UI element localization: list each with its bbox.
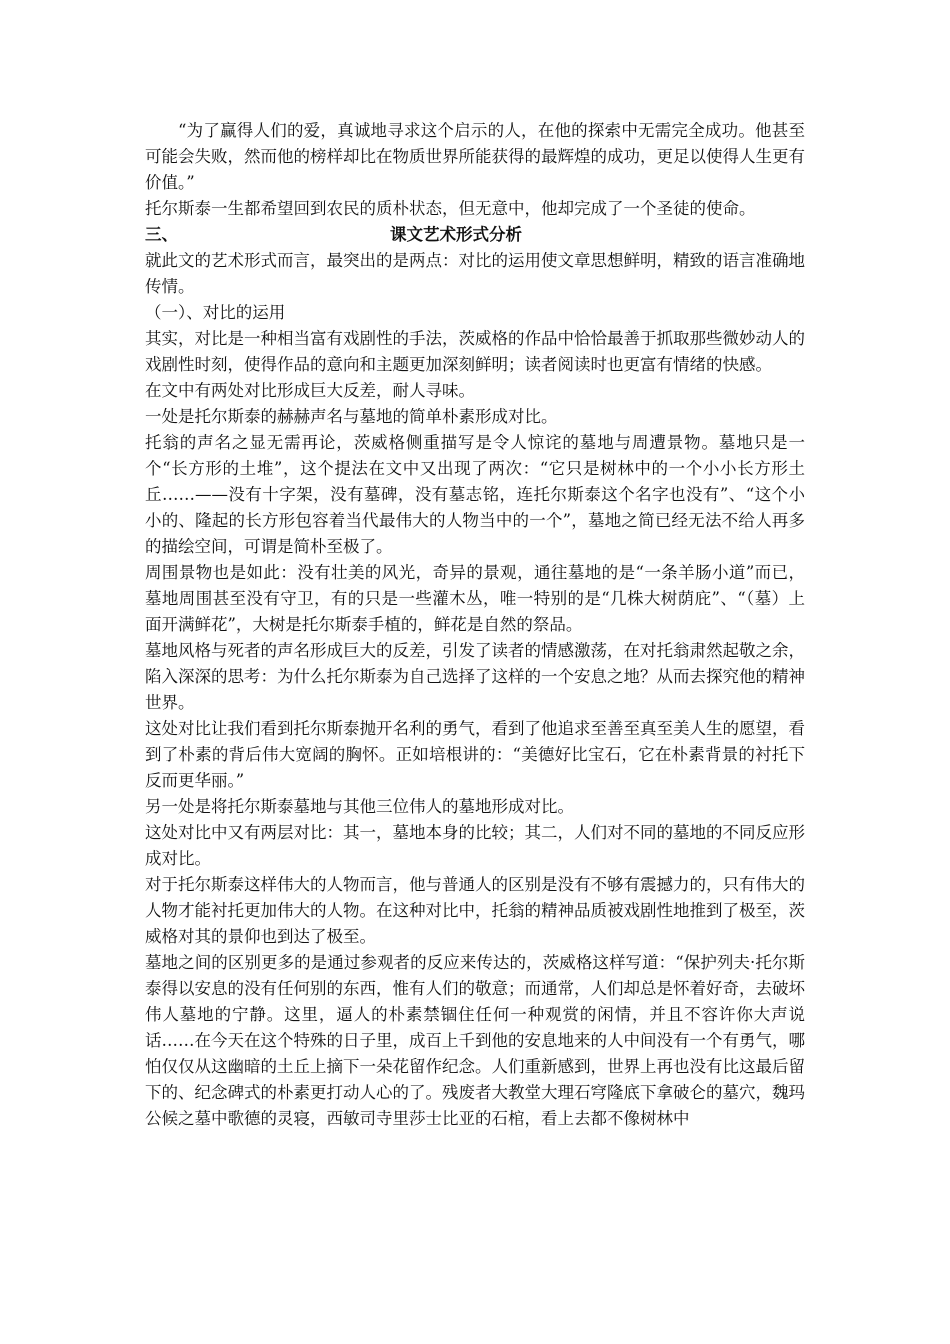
paragraph-first-contrast: 一处是托尔斯泰的赫赫声名与墓地的简单朴素形成对比。 xyxy=(145,407,558,426)
paragraph-grave-description: 托翁的声名之显无需再论，茨威格侧重描写是令人惊诧的墓地与周遭景物。墓地只是一个“长方形的土堆”，这个提法在文中又出现了两次：“它只是树林中的一个小小长方形土丘……——没有十字架，没有墓碑，没有墓志铭，连托尔斯泰这个名字也没有”、“这个小小的、隆起的长方形包容着当代最伟大的人物当中的一个”，墓地之简已经无法不给人再多的描绘空间，可谓是简朴至极了。 xyxy=(145,433,805,556)
paragraph-two-contrasts: 在文中有两处对比形成巨大反差，耐人寻味。 xyxy=(145,381,475,400)
paragraph-visitors-reaction: 墓地之间的区别更多的是通过参观者的反应来传达的，茨威格这样写道：“保护列夫·托尔斯泰得以安息的没有任何别的东西，惟有人们的敬意；而通常，人们却总是怀着好奇，去破坏伟人墓地的宁静。这里，逼人的朴素禁锢住任何一种观赏的闲情，并且不容许你大声说话……在今天在这个特殊的日子里，成百上千到他的安息地来的人中间没有一个有勇气，哪怕仅仅从这幽暗的土丘上摘下一朵花留作纪念。人们重新感到，世界上再也没有比这最后留下的、纪念碑式的朴素更打动人心的了。残废者大教堂大理石穹隆底下拿破仑的墓穴，魏玛公候之墓中歌德的灵寝，西敏司寺里莎士比亚的石棺，看上去都不像树林中 xyxy=(145,953,805,1128)
paragraph-great-figures: 对于托尔斯泰这样伟大的人物而言，他与普通人的区别是没有不够有震撼力的，只有伟大的人物才能衬托更加伟大的人物。在这种对比中，托翁的精神品质被戏剧性地推到了极至，茨威格对其的景仰也到达了极至。 xyxy=(145,875,805,946)
paragraph-surroundings: 周围景物也是如此：没有壮美的风光，奇异的景观，通往墓地的是“一条羊肠小道”而已，墓地周围甚至没有守卫，有的只是一些灌木丛，唯一特别的是“几株大树荫庇”、“（墓）上面开满鲜花”，大树是托尔斯泰手植的，鲜花是自然的祭品。 xyxy=(145,563,805,634)
section-heading xyxy=(145,222,805,248)
paragraph-contrast-intro: 其实，对比是一种相当富有戏剧性的手法，茨威格的作品中恰恰最善于抓取那些微妙动人的戏剧性时刻，使得作品的意向和主题更加深刻鲜明；读者阅读时也更富有情绪的快感。 xyxy=(145,329,805,374)
paragraph-tolstoy-mission: 托尔斯泰一生都希望回到农民的质朴状态，但无意中，他却完成了一个圣徒的使命。 xyxy=(145,199,756,218)
paragraph-bacon-quote: 这处对比让我们看到托尔斯泰抛开名利的勇气，看到了他追求至善至真至美人生的愿望，看到了朴素的背后伟大宽阔的胸怀。正如培根讲的：“美德好比宝石，它在朴素背景的衬托下反而更华丽。” xyxy=(145,719,805,790)
paragraph-two-layers: 这处对比中又有两层对比：其一，墓地本身的比较；其二，人们对不同的墓地的不同反应形成对比。 xyxy=(145,823,805,868)
section-title: 课文艺术形式分析 xyxy=(390,225,522,244)
paragraph-art-form: 就此文的艺术形式而言，最突出的是两点：对比的运用使文章思想鲜明，精致的语言准确地传情。 xyxy=(145,251,805,296)
subheading-contrast: （一）、对比的运用 xyxy=(145,303,286,322)
paragraph-second-contrast: 另一处是将托尔斯泰墓地与其他三位伟人的墓地形成对比。 xyxy=(145,797,574,816)
section-number: 三、 xyxy=(145,225,178,244)
paragraph-reader-reflection: 墓地风格与死者的声名形成巨大的反差，引发了读者的情感激荡，在对托翁肃然起敬之余，陷入深深的思考：为什么托尔斯泰为自己选择了这样的一个安息之地？从而去探究他的精神世界。 xyxy=(145,641,805,712)
quote-paragraph: “为了赢得人们的爱，真诚地寻求这个启示的人，在他的探索中无需完全成功。他甚至可能会失败，然而他的榜样却比在物质世界所能获得的最辉煌的成功，更足以使得人生更有价值。” xyxy=(145,121,805,192)
document-page xyxy=(145,118,805,1132)
